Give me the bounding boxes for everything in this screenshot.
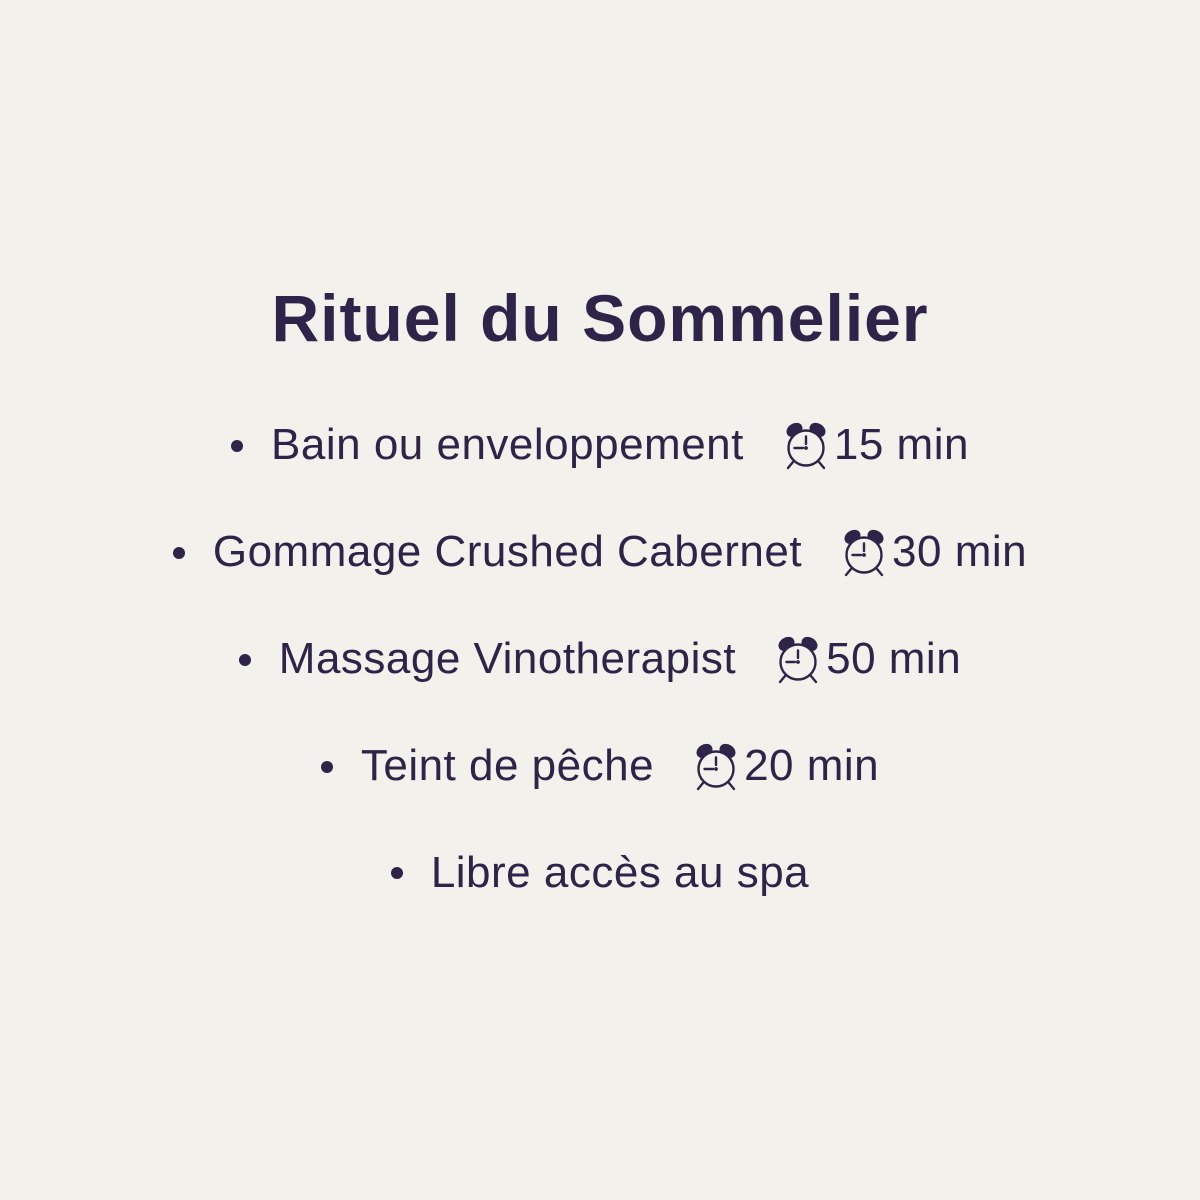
list-item — [239, 635, 961, 685]
list-item — [173, 528, 1027, 578]
treatment-list — [173, 421, 1027, 897]
duration-label: 50 min — [826, 634, 962, 684]
bullet-dot — [231, 440, 243, 452]
duration-label: 15 min — [833, 420, 969, 470]
alarm-clock-icon — [774, 635, 822, 685]
page-title: Rituel du Sommelier — [271, 281, 929, 355]
list-item — [391, 849, 809, 897]
duration-group — [782, 421, 969, 471]
bullet-dot — [239, 654, 251, 666]
alarm-clock-icon — [782, 421, 830, 471]
duration-label: 20 min — [744, 741, 880, 791]
treatment-label: Teint de pêche — [360, 741, 655, 791]
treatment-label: Gommage Crushed Cabernet — [212, 527, 803, 577]
list-item — [321, 742, 879, 792]
treatment-label: Bain ou enveloppement — [271, 420, 744, 470]
duration-label: 30 min — [892, 527, 1028, 577]
alarm-clock-icon — [692, 742, 740, 792]
bullet-dot — [321, 761, 333, 773]
bullet-dot — [173, 547, 185, 559]
alarm-clock-icon — [840, 528, 888, 578]
bullet-dot — [391, 867, 403, 879]
treatment-label: Massage Vinotherapist — [278, 634, 737, 684]
treatment-label: Libre accès au spa — [430, 847, 810, 897]
duration-group — [692, 742, 879, 792]
list-item — [231, 421, 969, 471]
duration-group — [840, 528, 1027, 578]
duration-group — [774, 635, 961, 685]
